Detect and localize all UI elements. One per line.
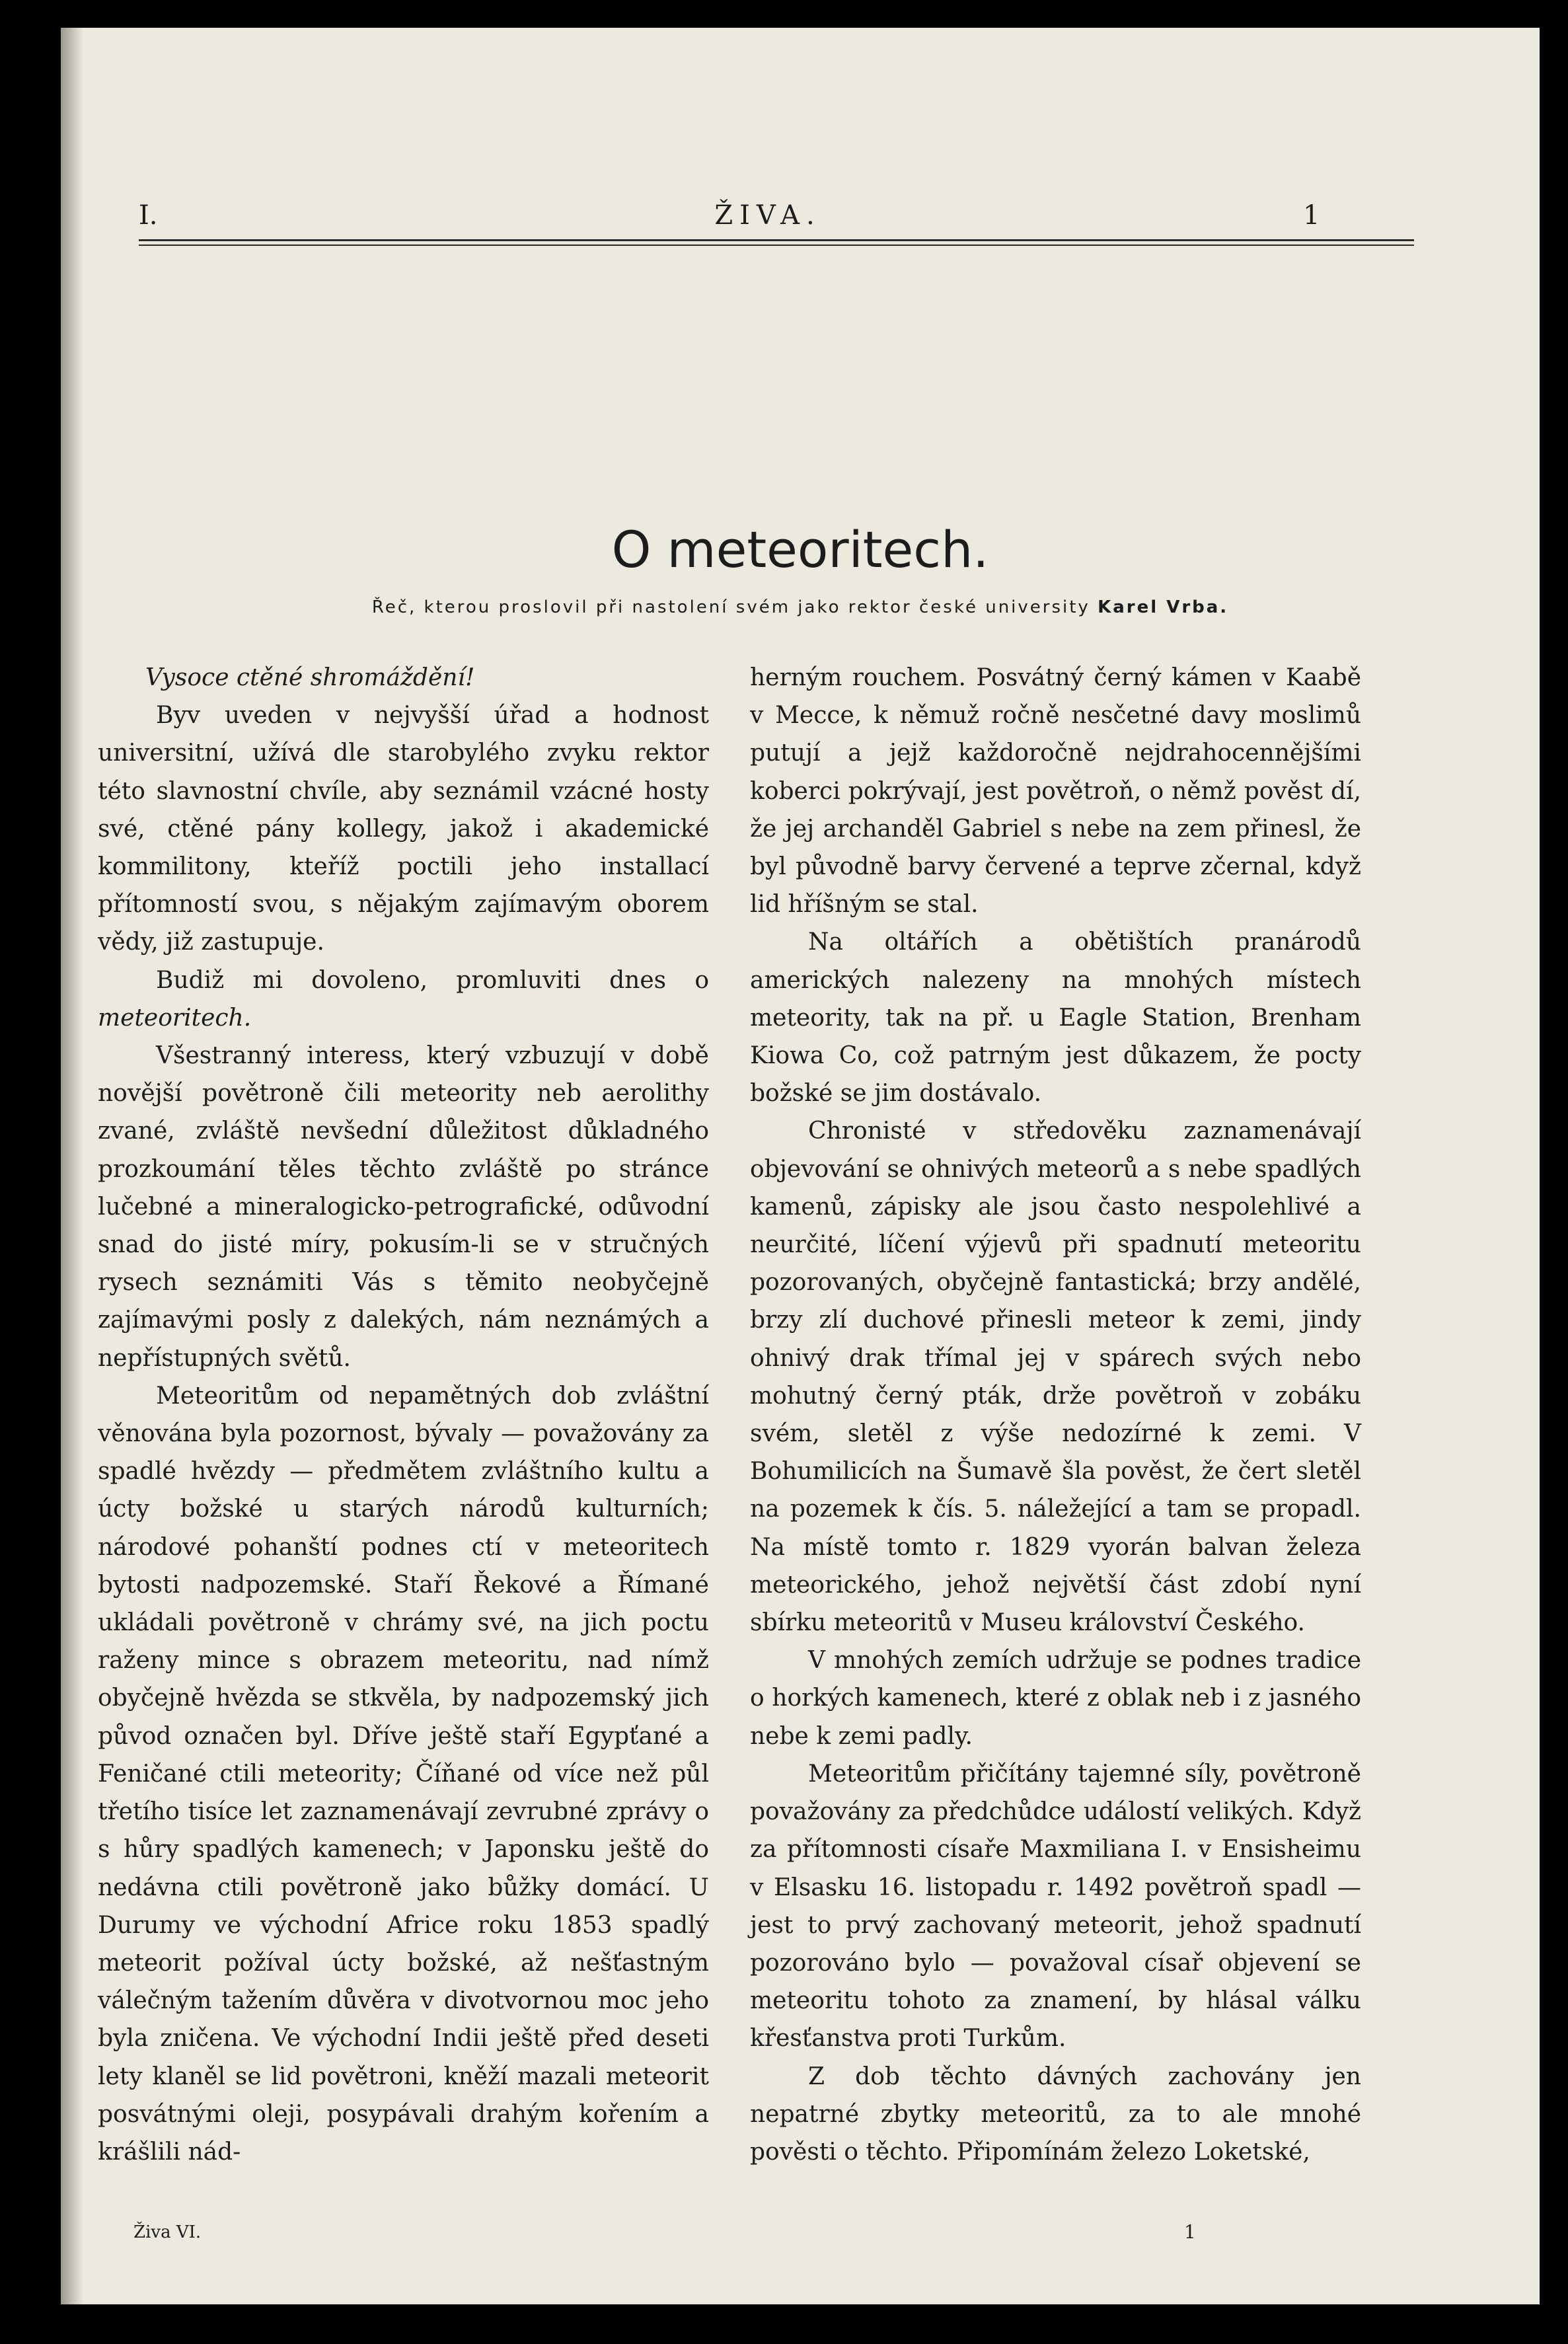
page-number: 1 <box>1303 200 1320 231</box>
article-subtitle <box>61 594 1540 621</box>
left-column <box>98 659 709 2171</box>
right-column <box>750 659 1361 2171</box>
header-rule <box>139 245 1414 246</box>
paragraph: Byv uveden v nejvyšší úřad a hodnost universitní, užívá dle starobylého zvyku rektor této slavnostní chvíle, aby seznámil vzácné hosty své, ctěné pány kollegy, jakož i akademické kommilitony, kteříž poctili jeho installací přítomností svou, s nějakým zajímavým oborem vědy, již zastupuje. <box>98 702 709 956</box>
sheet-number: 1 <box>1184 2221 1196 2243</box>
paragraph: V mnohých zemích udržuje se podnes tradice o horkých kamenech, které z oblak neb i z jasného nebe k zemi padly. <box>750 1647 1361 1750</box>
printer-signature: Živa VI. <box>133 2222 202 2242</box>
author-name: Karel Vrba. <box>1098 597 1229 617</box>
paragraph-emphasis: meteoritech. <box>98 1004 252 1032</box>
paragraph: Na oltářích a obětištích pranárodů amerických nalezeny na mnohých místech meteority, tak na př. u Eagle Station, Brenham Kiowa Co, což patrným jest důkazem, že pocty božské se jim dostávalo. <box>750 928 1361 1108</box>
paragraph-text: Budiž mi dovoleno, promluviti dnes o <box>156 966 709 994</box>
article-title: O meteoritech. <box>611 520 989 579</box>
paragraph: Z dob těchto dávných zachovány jen nepatrné zbytky meteoritů, za to ale mnohé pověsti o těchto. Připomínám železo Loketské, <box>750 2062 1361 2166</box>
volume-number: I. <box>139 200 158 231</box>
paragraph: herným rouchem. Posvátný černý kámen v Kaabě v Mecce, k němuž ročně nesčetné davy moslimů putují a jejž každoročně nejdrahocennějšími koberci pokrývají, jest povětroň, o němž pověst dí, že jej archanděl Gabriel s nebe na zem přinesl, že byl původně barvy červené a teprve zčernal, když lid hříšným se stal. <box>750 664 1361 919</box>
header-rule <box>139 239 1414 241</box>
subtitle-text: Řeč, kterou proslovil při nastolení svém jako rektor české university <box>371 597 1090 617</box>
paragraph: Všestranný interess, který vzbuzují v době novější povětroně čili meteority neb aerolithy zvané, zvláště nevšední důležitost důkladného prozkoumání těles těchto zvláště po stránce lučebné a mineralogicko-petrografické, odůvodní snad do jisté míry, pokusím-li se v stručných rysech seznámiti Vás s těmito neobyčejně zajímavými posly z dalekých, nám neznámých a nepřístupných světů. <box>98 1042 709 1372</box>
salutation: Vysoce ctěné shromáždění! <box>145 664 475 691</box>
page <box>61 28 1540 2304</box>
paragraph: Chronisté v středověku zaznamenávají objevování se ohnivých meteorů a s nebe spadlých kamenů, zápisky ale jsou často nespolehlivé a neurčité, líčení výjevů při spadnutí meteoritu pozorovaných, obyčejně fantastická; brzy andělé, brzy zlí duchové přinesli meteor k zemi, jindy ohnivý drak třímal jej v spárech svých nebo mohutný černý pták, drže povětroň v zobáku svém, sletěl z výše nedozírné k zemi. V Bohumilicích na Šumavě šla pověst, že čert sletěl na pozemek k čís. 5. náležející a tam se propadl. Na místě tomto r. 1829 vyorán balvan železa meteorického, jehož největší část zdobí nyní sbírku meteoritů v Museu království Českého. <box>750 1117 1361 1637</box>
paragraph: Meteoritům přičítány tajemné síly, povětroně považovány za předchůdce událostí velikých. Když za přítomnosti císaře Maxmiliana I. v Ensisheimu v Elsasku 16. listopadu r. 1492 povětroň spadl — jest to prvý zachovaný meteorit, jehož spadnutí pozorováno bylo — považoval císař objevení se meteoritu tohoto za znamení, by hlásal válku křesťanstva proti Turkům. <box>750 1760 1361 2053</box>
journal-title: ŽIVA. <box>714 200 821 231</box>
paragraph <box>98 962 709 1037</box>
paragraph: Meteoritům od nepamětných dob zvláštní věnována byla pozornost, bývaly — považovány za spadlé hvězdy — předmětem zvláštního kultu a úcty božské u starých národů kulturních; národové pohanští podnes ctí v meteoritech bytosti nadpozemské. Staří Řekové a Římané ukládali povětroně v chrámy své, na jich poctu raženy mince s obrazem meteoritu, nad nímž obyčejně hvězda se stkvěla, by nadpozemský jich původ označen byl. Dříve ještě staří Egypťané a Feničané ctili meteority; Číňané od více než půl třetího tisíce let zaznamenávají zevrubné zprávy o s hůry spadlých kamenech; v Japonsku ještě do nedávna ctili povětroně jako bůžky domácí. U Durumy ve východní Africe roku 1853 spadlý meteorit požíval úcty božské, až nešťastným válečným tažením důvěra v divotvornou moc jeho byla zničena. Ve východní Indii ještě před deseti lety klaněl se lid povětroni, kněží mazali meteorit posvátnými oleji, posypávali drahým kořením a krášlili nád- <box>98 1382 709 2166</box>
spine-shadow <box>61 28 83 2304</box>
